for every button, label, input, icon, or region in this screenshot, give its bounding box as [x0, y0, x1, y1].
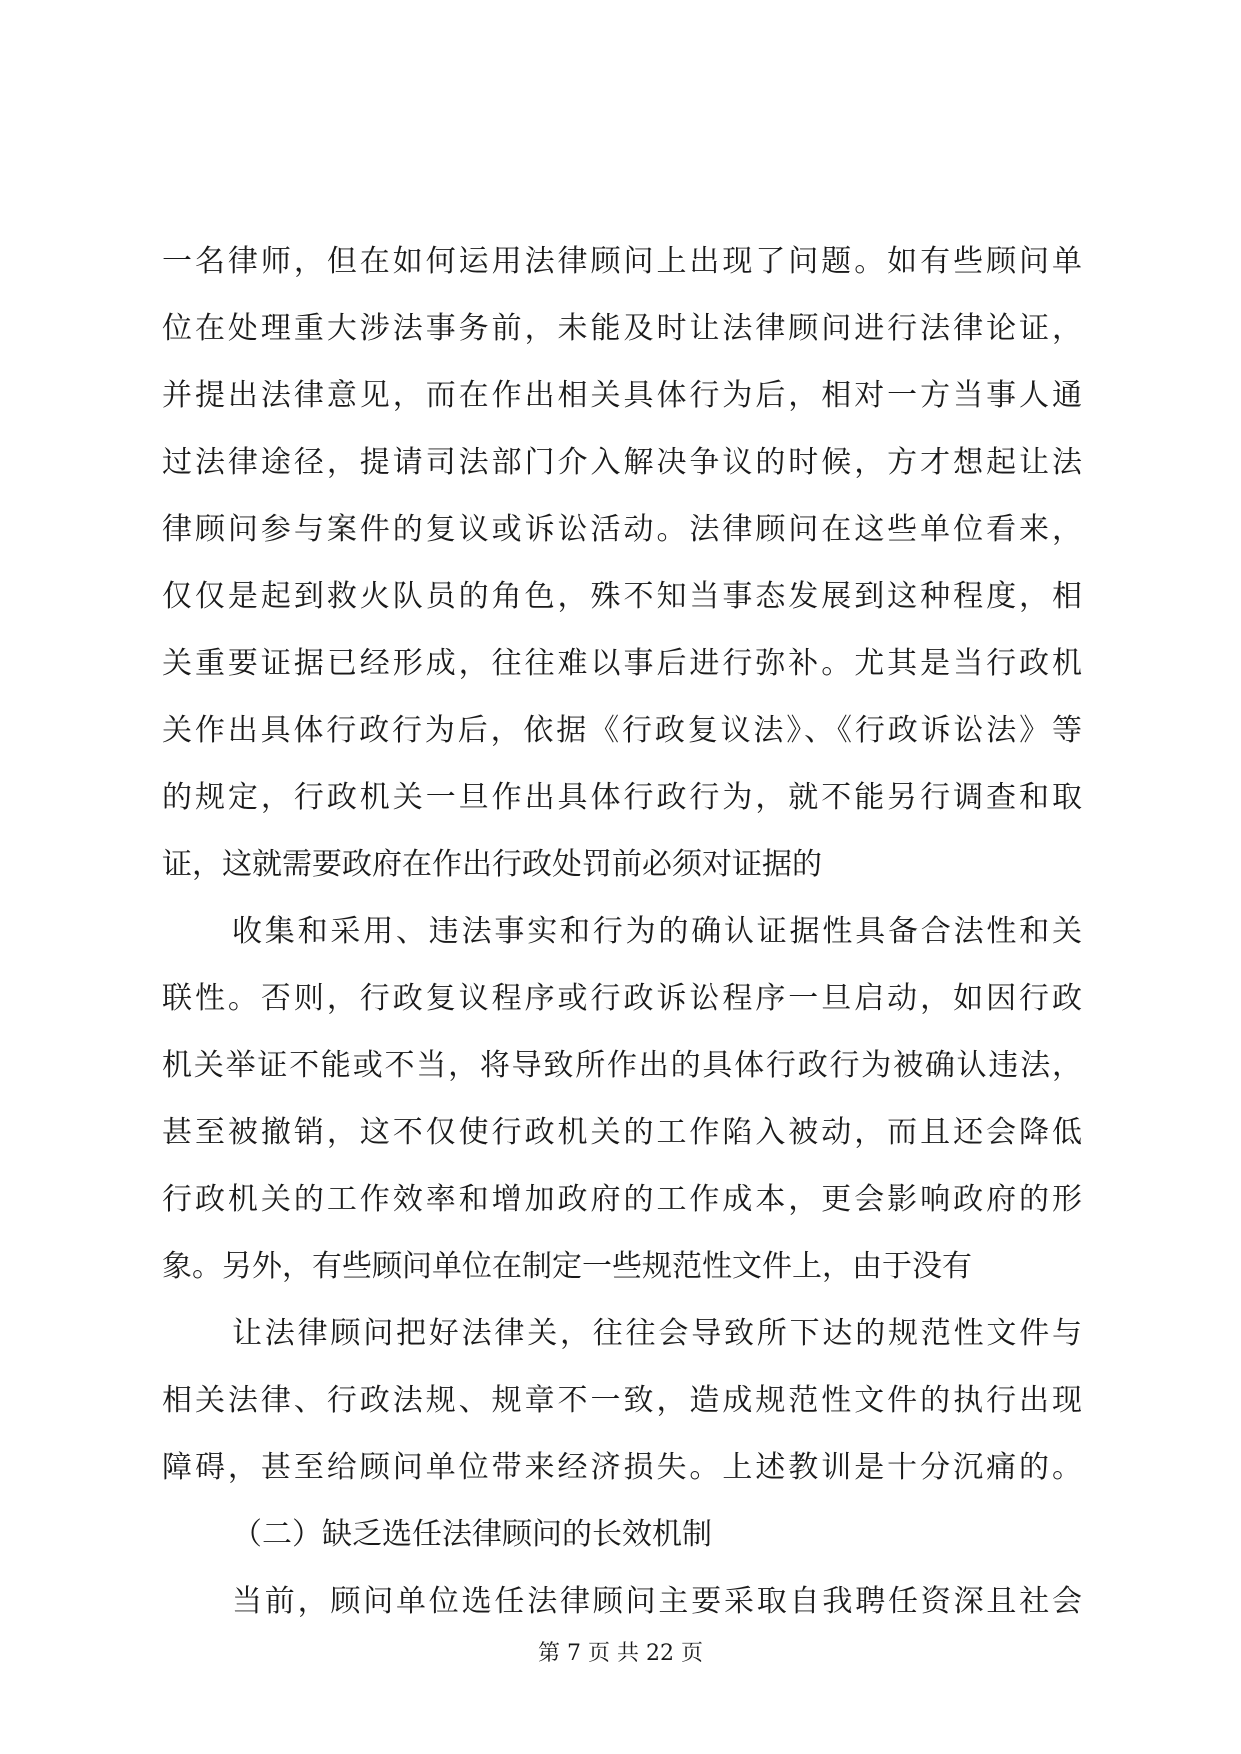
body-text-line: 并提出法律意见，而在作出相关具体行为后，相对一方当事人通	[162, 378, 1082, 413]
body-text-line: 的规定，行政机关一旦作出具体行政行为，就不能另行调查和取	[162, 780, 1082, 815]
body-text-line: 当前，顾问单位选任法律顾问主要采取自我聘任资深且社会	[232, 1584, 1082, 1619]
body-text-line: 障碍，甚至给顾问单位带来经济损失。上述教训是十分沉痛的。	[162, 1450, 1082, 1485]
body-text-line: 过法律途径，提请司法部门介入解决争议的时候，方才想起让法	[162, 445, 1082, 480]
body-text-line: 证，这就需要政府在作出行政处罚前必须对证据的	[162, 847, 822, 882]
body-text-line: 甚至被撤销，这不仅使行政机关的工作陷入被动，而且还会降低	[162, 1115, 1082, 1150]
body-text-line: 关作出具体行政行为后，依据《行政复议法》、《行政诉讼法》等	[162, 713, 1082, 748]
section-heading: （二）缺乏选任法律顾问的长效机制	[232, 1517, 712, 1552]
body-text-line: 律顾问参与案件的复议或诉讼活动。法律顾问在这些单位看来，	[162, 512, 1082, 547]
body-text-line: 关重要证据已经形成，往往难以事后进行弥补。尤其是当行政机	[162, 646, 1082, 681]
body-text-line: 行政机关的工作效率和增加政府的工作成本，更会影响政府的形	[162, 1182, 1082, 1217]
body-text-line: 仅仅是起到救火队员的角色，殊不知当事态发展到这种程度，相	[162, 579, 1082, 614]
body-text-line: 位在处理重大涉法事务前，未能及时让法律顾问进行法律论证，	[162, 311, 1082, 346]
body-text-line: 联性。否则，行政复议程序或行政诉讼程序一旦启动，如因行政	[162, 981, 1082, 1016]
body-text-line: 让法律顾问把好法律关，往往会导致所下达的规范性文件与	[232, 1316, 1082, 1351]
body-text-line: 机关举证不能或不当，将导致所作出的具体行政行为被确认违法，	[162, 1048, 1082, 1083]
body-text-line: 一名律师，但在如何运用法律顾问上出现了问题。如有些顾问单	[162, 244, 1082, 279]
page-number-footer: 第 7 页 共 22 页	[538, 1641, 703, 1666]
body-text-line: 象。另外，有些顾问单位在制定一些规范性文件上，由于没有	[162, 1249, 972, 1284]
body-text-line: 相关法律、行政法规、规章不一致，造成规范性文件的执行出现	[162, 1383, 1082, 1418]
body-text-line: 收集和采用、违法事实和行为的确认证据性具备合法性和关	[232, 914, 1082, 949]
